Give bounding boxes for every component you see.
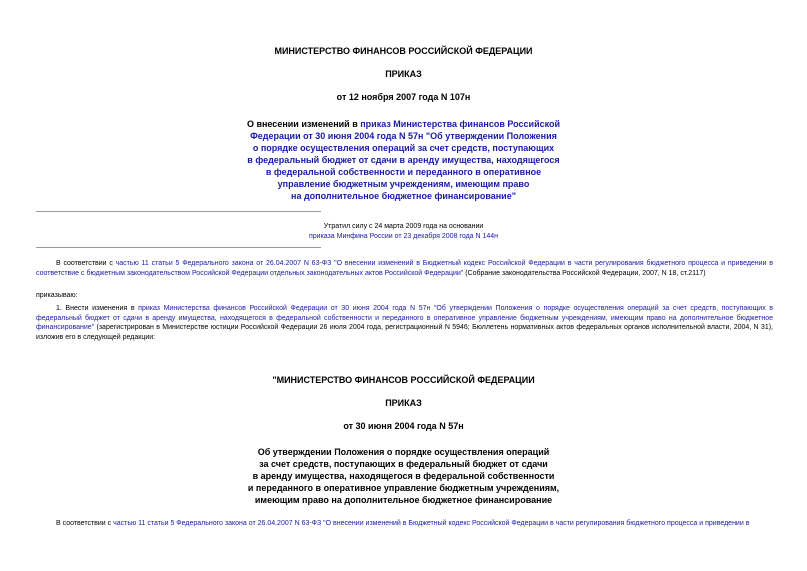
quoted-title-line-2: за счет средств, поступающих в федеральный бюджет от сдачи [259, 459, 548, 469]
preamble-lead: В соответствии с [56, 260, 116, 267]
lost-force-text: Утратил силу с 24 марта 2009 года на основании [323, 223, 484, 230]
quoted-doc-title [150, 446, 657, 506]
title-link-line-1[interactable]: приказ Министерства финансов Российской [360, 119, 561, 129]
quoted-title-line-3: в аренду имущества, находящегося в федеральной собственности [252, 471, 555, 481]
preamble-law-link[interactable]: частью 11 статьи 5 Федерального закона от 26.04.2007 N 63-ФЗ "О внесении изменений в Бюджетный кодекс Российской Федерации в части регулирования бюджетного процесса и приведении в соответствие с бюджетным законодательством Российской Федерации отдельных законодательных актов Российской Федерации" [36, 260, 774, 277]
doc-type-heading: ПРИКАЗ [385, 69, 422, 79]
item-1-lead: 1. Внести изменения в [56, 305, 139, 312]
item-1-paragraph [36, 304, 773, 342]
title-link-line-6[interactable]: управление бюджетным учреждениям, имеющим право [277, 179, 530, 189]
item-1-order-link[interactable]: приказ Министерства финансов Российской Федерации от 30 июня 2004 года N 57н "Об утверждении Положения о порядке осуществления операций за счет средств, поступающих в федеральный бюджет от сдачи в аренду имущества, находящегося в федеральной собственности и переданного в оперативное управление бюджетным учреждениям, имеющим право на дополнительное бюджетное финансирование" [36, 305, 774, 331]
quoted-doc-type-heading: ПРИКАЗ [385, 398, 422, 408]
quoted-ministry-heading: "МИНИСТЕРСТВО ФИНАНСОВ РОССИЙСКОЙ ФЕДЕРАЦИИ [272, 375, 535, 385]
ministry-heading: МИНИСТЕРСТВО ФИНАНСОВ РОССИЙСКОЙ ФЕДЕРАЦИИ [274, 46, 533, 56]
divider-top [36, 211, 321, 212]
order-word: приказываю: [36, 292, 78, 299]
item-1-tail: (зарегистрирован в Министерстве юстиции Российской Федерации 26 июля 2004 года, регистрационный N 5946; Бюллетень нормативных актов федеральных органов исполнительной власти, 2004, N 31), изложив его в следующей редакции: [36, 324, 773, 341]
quoted-preamble-law-link[interactable]: частью 11 статьи 5 Федерального закона от 26.04.2007 N 63-ФЗ "О внесении изменений в Бюджетный кодекс Российской Федерации в части регулирования бюджетного процесса и приведении в [113, 520, 750, 527]
title-plain: О внесении изменений в [246, 119, 361, 129]
divider-bottom [36, 247, 321, 248]
lost-force-notice [180, 222, 627, 241]
quoted-preamble-paragraph [36, 519, 773, 529]
lost-force-link[interactable]: приказа Минфина России от 23 декабря 2008 года N 144н [308, 232, 499, 240]
quoted-title-line-1: Об утверждении Положения о порядке осуществления операций [257, 447, 550, 457]
doc-date-number: от 12 ноября 2007 года N 107н [336, 92, 471, 102]
title-link-line-2[interactable]: Федерации от 30 июня 2004 года N 57н "Об утверждении Положения [250, 131, 557, 141]
quoted-preamble-lead: В соответствии с [56, 520, 114, 527]
quoted-title-line-5: имеющим право на дополнительное бюджетное финансирование [254, 495, 553, 505]
title-link-line-5[interactable]: в федеральной собственности и переданного в оперативное [265, 167, 542, 177]
preamble-tail: (Собрание законодательства Российской Федерации, 2007, N 18, ст.2117) [463, 269, 706, 277]
preamble-paragraph [36, 259, 773, 278]
title-link-line-3[interactable]: о порядке осуществления операций за счет средств, поступающих [252, 143, 555, 153]
title-link-line-4[interactable]: в федеральный бюджет от сдачи в аренду имущества, находящегося [247, 155, 560, 165]
doc-title [150, 118, 657, 202]
quoted-doc-date-number: от 30 июня 2004 года N 57н [343, 421, 464, 431]
title-link-line-7[interactable]: на дополнительное бюджетное финансирование" [291, 191, 516, 201]
quoted-title-line-4: и переданного в оперативное управление бюджетным учреждениям, [247, 483, 560, 493]
